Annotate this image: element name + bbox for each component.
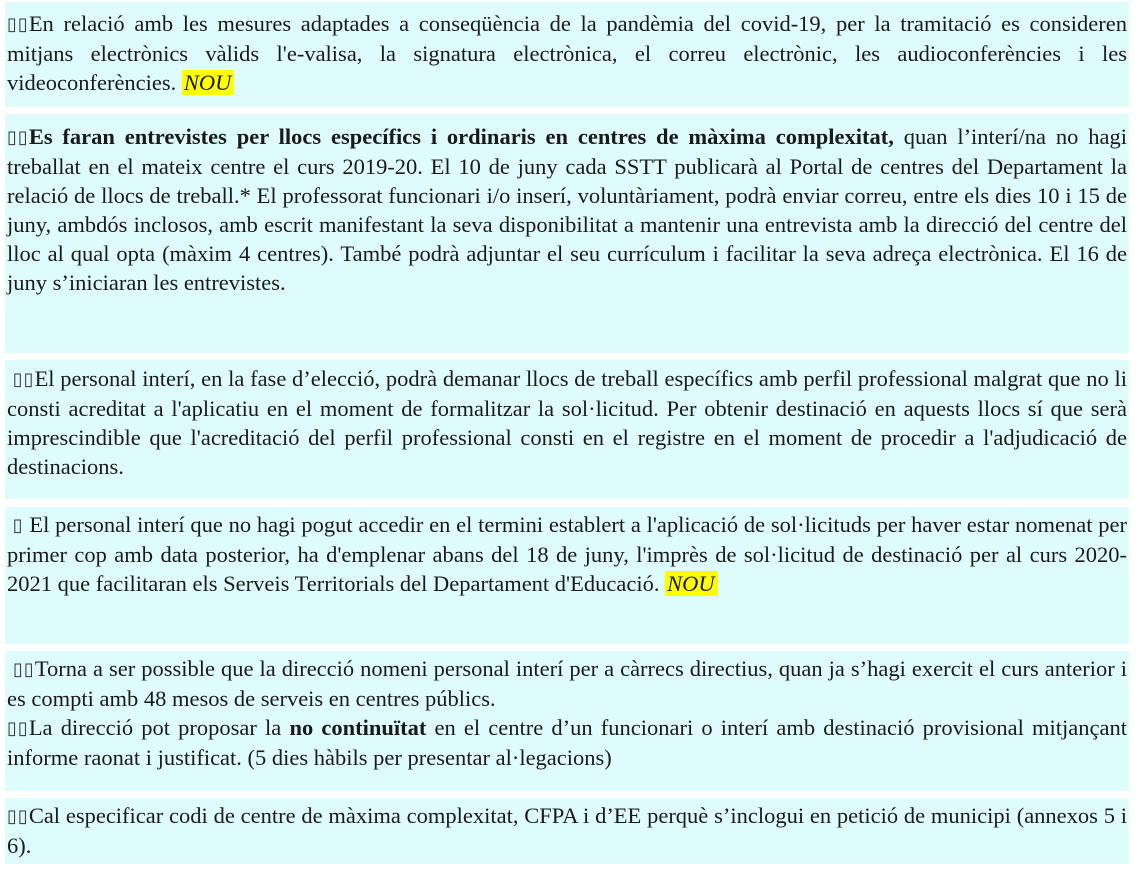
- paragraph-no-continuity: [7, 713, 1127, 772]
- bullet-glyph-icon: ▯▯: [12, 369, 35, 390]
- bullet-glyph-icon: ▯▯: [7, 14, 29, 35]
- bullet-glyph-icon: ▯▯: [7, 127, 29, 148]
- paragraph-bold-text: Es faran entrevistes per llocs específics i ordinaris en centres de màxima complexitat,: [28, 124, 894, 149]
- bullet-glyph-icon: ▯: [12, 515, 24, 536]
- paragraph-block-late-application: [5, 507, 1129, 644]
- new-tag: NOU: [665, 571, 718, 596]
- bullet-glyph-icon: ▯▯: [7, 806, 29, 827]
- paragraph-text: En relació amb les mesures adaptades a conseqüència de la pandèmia del covid-19, per la tramitació es consideren mitjans electrònics vàlids l'e-valisa, la signatura electrònica, el correu electrònic, les audioconferències i les videoconferències.: [7, 11, 1127, 95]
- paragraph-text: El personal interí que no hagi pogut accedir en el termini establert a l'aplicació de sol·licituds per haver estar nomenat per primer cop amb data posterior, ha d'emplenar abans del 18 de juny, l'imprès de sol·licitud de destinació per al curs 2020-2021 que facilitaran els Serveis Territorials del Departament d'Educació.: [7, 512, 1128, 596]
- bullet-glyph-icon: ▯▯: [7, 718, 29, 739]
- paragraph-block-professional-profile: [5, 360, 1129, 499]
- paragraph-text: quan l’interí/na no hagi treballat en el mateix centre el curs 2019-20. El 10 de juny cada SSTT publicarà al Portal de centres del Departament la relació de llocs de treball.* El professorat funcionari i/o inserí, voluntàriament, podrà enviar correu, entre els dies 10 i 15 de juny, ambdós inclosos, amb escrit manifestant la seva disponibilitat a mantenir una entrevista amb la direcció del centre del lloc al qual opta (màxim 4 centres). També podrà adjuntar el seu currículum i facilitar la seva adreça electrònica. El 16 de juny s’iniciaran les entrevistes.: [7, 124, 1127, 295]
- paragraph-block-covid-measures: [5, 2, 1129, 107]
- paragraph-covid-measures: [7, 9, 1127, 97]
- new-tag: NOU: [182, 70, 235, 95]
- paragraph-text: Torna a ser possible que la direcció nomeni personal interí per a càrrecs directius, quan ja s’hagi exercit el curs anterior i es compti amb 48 mesos de serveis en centres públics.: [7, 656, 1128, 711]
- paragraph-bold-text: no continuïtat: [289, 715, 427, 740]
- paragraph-text-before: La direcció pot proposar la: [28, 715, 290, 740]
- paragraph-text-after: en el centre d’un funcionari o interí amb destinació provisional mitjançant informe raonat i justificat. (5 dies hàbils per presentar al·legacions): [7, 715, 1127, 770]
- bullet-glyph-icon: ▯▯: [13, 659, 35, 680]
- paragraph-late-application: [7, 510, 1127, 598]
- paragraph-text: El personal interí, en la fase d’elecció, podrà demanar llocs de treball específics amb perfil professional malgrat que no li consti acreditat a l'aplicatiu en el moment de formalitzar la sol·licitud. Per obtenir destinació en aquests llocs sí que serà imprescindible que l'acreditació del perfil professional consti en el registre en el moment de procedir a l'adjudicació de destinacions.: [7, 366, 1127, 479]
- paragraph-centre-codes: [7, 801, 1127, 860]
- paragraph-professional-profile: [7, 364, 1127, 481]
- paragraph-text: Cal especificar codi de centre de màxima complexitat, CFPA i d’EE perquè s’inclogui en petició de municipi (annexos 5 i 6).: [7, 803, 1127, 858]
- paragraph-block-centre-codes: [5, 798, 1129, 864]
- paragraph-block-interviews: [5, 114, 1129, 353]
- paragraph-block-directive-roles: [5, 651, 1129, 791]
- paragraph-interviews: [7, 122, 1127, 297]
- paragraph-directive-roles: [7, 654, 1127, 713]
